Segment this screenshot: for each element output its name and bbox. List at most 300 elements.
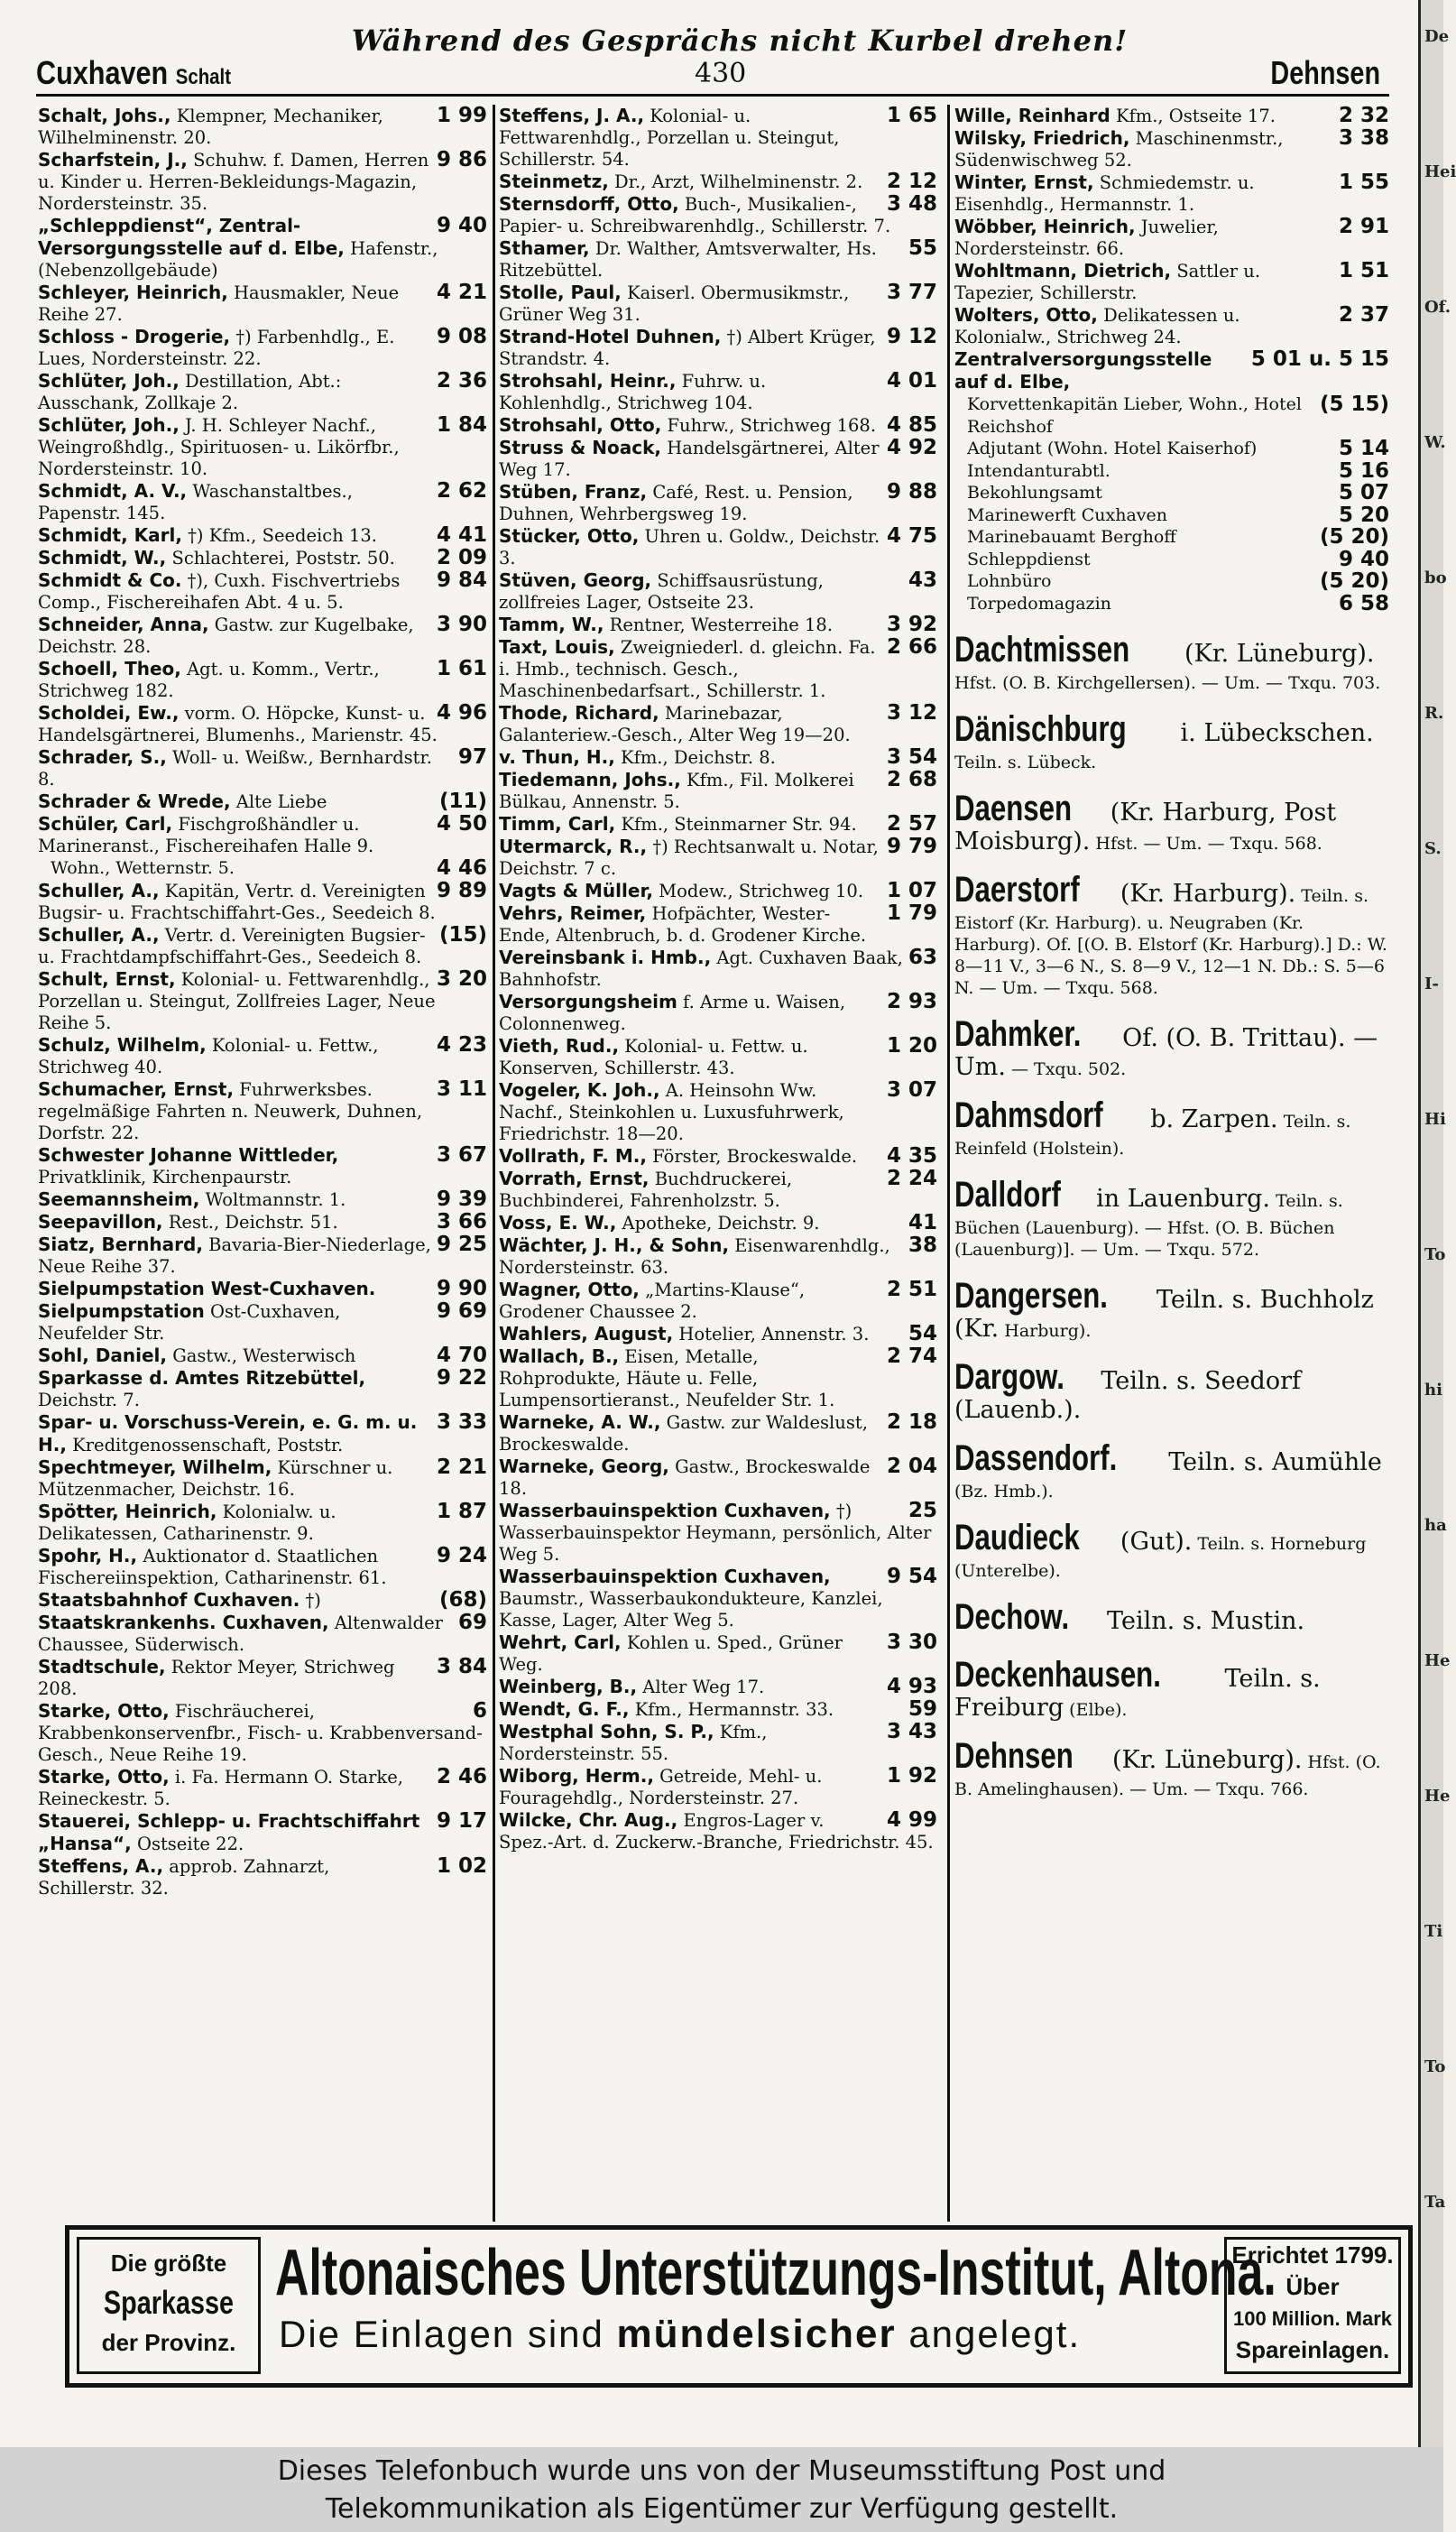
listing-entry <box>38 1278 489 1300</box>
subscriber-details: f. Arme u. Waisen, Colonnenweg. <box>499 992 846 1034</box>
subscriber-name: Vorrath, Ernst, <box>499 1168 650 1189</box>
phone-number: 3 12 <box>886 701 937 725</box>
edge-fragment: Hei <box>1424 162 1456 181</box>
subscriber-details: J. H. Schleyer Nachf., Weingroßhdlg., Spirituosen- u. Likörfbr., Nordersteinstr. 10. <box>38 415 400 479</box>
listing-entry <box>499 481 939 525</box>
subscriber-details: Kapitän, Vertr. d. Vereinigten Bugsir- u. Frachtschiffahrt-Ges., Seedeich 8. <box>38 880 436 923</box>
subscriber-details: approb. Zahnarzt, Schillerstr. 32. <box>38 1855 330 1899</box>
listing-entry <box>499 105 939 171</box>
place-name: Dachtmissen <box>954 630 1130 670</box>
listing-entry <box>499 1631 939 1676</box>
subscriber-name: Sielpumpstation West-Cuxhaven. <box>38 1277 376 1299</box>
subscriber-details: Fuhrwerksbes. regelmäßige Fahrten n. Neuwerk, Duhnen, Dorfstr. 22. <box>38 1078 423 1143</box>
phone-number: 2 91 <box>1338 215 1389 238</box>
subscriber-details: Wohn., Wetternstr. 5. <box>51 858 235 878</box>
phone-number: 43 <box>908 568 937 592</box>
listing-entry <box>499 237 939 282</box>
page-header <box>36 18 1389 99</box>
listing-entry <box>38 105 489 149</box>
subscriber-name: Utermarck, R., <box>499 836 648 857</box>
phone-number: 5 07 <box>1338 481 1389 504</box>
subscriber-details: „Martins-Klause“, Grodener Chaussee 2. <box>499 1280 806 1322</box>
listing-entry <box>954 260 1391 304</box>
listing-entry <box>499 1765 939 1809</box>
edge-fragment: To <box>1424 1245 1446 1264</box>
phone-number: 2 36 <box>436 369 487 393</box>
subscriber-details: Modew., Strichweg 10. <box>659 881 864 901</box>
place-name: Daensen <box>954 789 1073 828</box>
place-name: Deckenhausen. <box>954 1655 1161 1695</box>
phone-number: 4 70 <box>436 1343 487 1367</box>
ad-subline <box>279 2309 1258 2360</box>
subscriber-name: Stüven, Georg, <box>499 569 652 591</box>
listing-entry <box>38 1300 489 1345</box>
place-name: Dahmker. <box>954 1014 1082 1054</box>
listing-entry <box>38 813 489 857</box>
place-name: Daudieck <box>954 1518 1080 1557</box>
subscriber-name: Staatskrankenhs. Cuxhaven, <box>38 1611 329 1633</box>
listing-entry <box>38 746 489 790</box>
place-suffix: Teiln. s. Buchholz (Kr. <box>954 1286 1374 1343</box>
listing-entry <box>499 1455 939 1500</box>
subscriber-name: Schmidt, Karl, <box>38 524 182 546</box>
listing-entry <box>499 282 939 326</box>
phone-number: 1 51 <box>1338 259 1389 282</box>
phone-number: 3 90 <box>436 613 487 636</box>
phone-number: 4 50 <box>436 812 487 836</box>
phone-number: 3 43 <box>886 1720 937 1743</box>
subscriber-details: Kfm., Ostseite 17. <box>1115 106 1276 126</box>
phone-number: 59 <box>908 1697 937 1721</box>
place-name: Dehnsen <box>954 1736 1074 1776</box>
phone-number: 9 86 <box>436 148 487 171</box>
subscriber-name: Wilsky, Friedrich, <box>954 127 1130 149</box>
edge-fragment: Of. <box>1424 298 1451 317</box>
column-divider-2 <box>947 105 950 2222</box>
place-details: — Txqu. 502. <box>1011 1059 1127 1079</box>
listing-entry <box>499 193 939 237</box>
place-suffix: Teiln. s. Mustin. <box>1107 1607 1305 1635</box>
ad-right-line-1: Errichtet 1799. <box>1231 2241 1394 2269</box>
subscriber-name: Sohl, Daniel, <box>38 1344 168 1366</box>
subscriber-details: Woll- u. Weißw., Bernhardstr. 8. <box>38 747 432 790</box>
listing-entry <box>954 348 1391 393</box>
subscriber-details: Kreditgenossenschaft, Poststr. <box>72 1434 344 1455</box>
listing-entry <box>954 526 1391 549</box>
phone-number: (15) <box>438 922 487 947</box>
listing-entry <box>499 1676 939 1698</box>
phone-number: 9 79 <box>886 835 937 858</box>
place-suffix: b. Zarpen. <box>1150 1105 1278 1133</box>
column-divider-1 <box>493 105 495 2222</box>
listing-entry <box>38 1656 489 1700</box>
listing-entry <box>38 282 489 326</box>
subscriber-name: Spar- u. Vorschuss-Verein, e. G. m. u. H., <box>38 1410 418 1455</box>
phone-number: (5 20) <box>1319 569 1389 593</box>
subscriber-name: Steffens, A., <box>38 1854 164 1877</box>
subscriber-name: Seemannsheim, <box>38 1187 200 1210</box>
subscriber-name: Wöbber, Heinrich, <box>954 216 1136 237</box>
ad-sub-bold: mündelsicher <box>616 2312 897 2356</box>
phone-number: 41 <box>908 1211 937 1234</box>
subscriber-details: Marinebauamt Berghoff <box>967 527 1176 547</box>
subscriber-name: Stolle, Paul, <box>499 282 622 303</box>
subscriber-details: Kolonial- u. Fettw. u. Konserven, Schillerstr. 43. <box>499 1036 808 1078</box>
edge-fragment: Ti <box>1424 1922 1443 1941</box>
phone-number: 2 46 <box>436 1764 487 1788</box>
place-details: Hfst. — Um. — Txqu. 568. <box>1095 834 1322 854</box>
place-name: Dechow. <box>954 1597 1070 1637</box>
listing-entry <box>38 215 489 282</box>
phone-number: 3 77 <box>886 281 937 304</box>
place-entry <box>954 1093 1391 1160</box>
phone-number: 2 32 <box>1338 104 1389 127</box>
subscriber-name: Wille, Reinhard <box>954 105 1110 126</box>
subscriber-name: Schmidt, W., <box>38 547 167 568</box>
phone-number: 9 08 <box>436 325 487 348</box>
ad-left-line-2: Sparkasse <box>103 2284 235 2321</box>
place-suffix: Teiln. s. Freiburg <box>954 1665 1321 1722</box>
subscriber-details: Buch-, Musikalien-, Papier- u. Schreibwarenhdlg., Schillerstr. 7. <box>499 194 891 236</box>
subscriber-name: Schuller, A., <box>38 879 160 901</box>
subscriber-details: Kolonial- u. Fettw., Strichweg 40. <box>38 1034 379 1077</box>
subscriber-name: Staatsbahnhof Cuxhaven. <box>38 1588 300 1611</box>
phone-number: 2 24 <box>886 1167 937 1190</box>
listing-entry <box>38 1034 489 1078</box>
subscriber-details: Handelsgärtnerei, Alter Weg 17. <box>499 438 880 480</box>
listing-column-3 <box>954 105 1391 1800</box>
subscriber-name: Wolters, Otto, <box>954 304 1098 326</box>
phone-number: 2 68 <box>886 768 937 791</box>
subscriber-name: Steffens, J. A., <box>499 105 645 126</box>
listing-entry <box>499 746 939 769</box>
subscriber-details: Schiffsausrüstung, zollfreies Lager, Ostseite 23. <box>499 570 824 613</box>
subscriber-details: Rentner, Westerreihe 18. <box>609 615 834 635</box>
listing-entry <box>499 1698 939 1721</box>
ad-left-box <box>77 2237 261 2374</box>
listing-entry <box>954 460 1391 483</box>
listing-column-1 <box>38 105 489 1899</box>
subscriber-name: Stauerei, Schlepp- u. Frachtschiffahrt „Hansa“, <box>38 1809 420 1854</box>
listing-entry <box>954 504 1391 527</box>
phone-number: 69 <box>457 1610 487 1634</box>
place-suffix: in Lauenburg. <box>1096 1185 1271 1213</box>
subscriber-name: Schüler, Carl, <box>38 813 173 835</box>
phone-number: 1 92 <box>886 1764 937 1788</box>
place-suffix: (Kr. Lüneburg). <box>1111 1746 1303 1774</box>
subscriber-details: Uhren u. Goldw., Deichstr. 3. <box>499 526 880 568</box>
column-3-entries <box>954 105 1391 615</box>
subscriber-name: Vieth, Rud., <box>499 1035 620 1057</box>
phone-number: 4 96 <box>436 701 487 725</box>
subscriber-details: Privatklinik, Kirchenpaurstr. <box>38 1166 292 1187</box>
subscriber-name: Schwester Johanne Wittleder, <box>38 1143 339 1166</box>
footer-line-1: Dieses Telefonbuch wurde uns von der Museumsstiftung Post und <box>277 2455 1166 2487</box>
listing-entry <box>954 482 1391 504</box>
phone-number: 1 99 <box>436 104 487 127</box>
listing-entry <box>38 1144 489 1188</box>
edge-fragment: Hi <box>1424 1110 1446 1129</box>
phone-number: 2 12 <box>886 170 937 193</box>
phone-number: 2 37 <box>1338 303 1389 327</box>
phone-number: 4 92 <box>886 436 937 459</box>
listing-entry <box>38 1766 489 1810</box>
edge-fragment: He <box>1424 1651 1451 1670</box>
phone-number: 54 <box>908 1322 937 1345</box>
subscriber-details: Apotheke, Deichstr. 9. <box>622 1213 820 1234</box>
place-details: (Bz. Hmb.). <box>954 1482 1054 1502</box>
phone-number: 2 93 <box>886 990 937 1013</box>
listing-entry <box>38 1810 489 1855</box>
edge-fragment: De <box>1424 27 1450 46</box>
header-last-name: Dehnsen <box>1270 54 1380 91</box>
phone-number: 4 46 <box>436 856 487 880</box>
header-first-name: Schalt <box>175 65 231 89</box>
place-entry <box>954 786 1391 855</box>
place-details: Teiln. s. Büchen (Lauenburg). — Hfst. (O. B. Büchen (Lauenburg)]. — Um. — Txqu. 572. <box>954 1191 1343 1260</box>
phone-number: 3 66 <box>436 1209 487 1234</box>
phone-number: (5 20) <box>1319 525 1389 549</box>
subscriber-name: Winter, Ernst, <box>954 171 1094 193</box>
place-details: Teiln. s. Eistorf (Kr. Harburg). u. Neugraben (Kr. Harburg). Of. [(O. B. Elstorf (Kr. Harburg).] D.: W. 8—11 V., 3—6 N., S. 8—9 V., 12—1 N. Db.: S. 5—6 N. — Um. — Txqu. 568. <box>954 886 1387 998</box>
place-entry <box>954 1273 1391 1342</box>
listing-entry <box>499 880 939 902</box>
subscriber-name: Wagner, Otto, <box>499 1279 640 1300</box>
phone-number: 2 18 <box>886 1410 937 1434</box>
subscriber-details: Buchdruckerei, Buchbinderei, Fahrenholzstr. 5. <box>499 1169 793 1211</box>
edge-fragment: Ta <box>1424 2193 1446 2212</box>
place-suffix: (Gut). <box>1120 1528 1193 1556</box>
phone-number: 9 22 <box>436 1365 487 1390</box>
subscriber-name: Schuller, A., <box>38 923 160 946</box>
listing-entry <box>38 1456 489 1501</box>
subscriber-details: Rest., Deichstr. 51. <box>168 1211 338 1233</box>
phone-number: 9 40 <box>436 214 487 237</box>
listing-entry <box>38 1188 489 1211</box>
subscriber-name: Schmidt, A. V., <box>38 480 188 502</box>
place-name: Dänischburg <box>954 709 1127 749</box>
ad-right-line-2: Über <box>1286 2273 1340 2300</box>
subscriber-details: †) Kfm., Seedeich 13. <box>188 525 377 546</box>
listing-entry <box>38 1855 489 1899</box>
subscriber-details: †) Wasserbauinspektor Heymann, persönlich, Alter Weg 5. <box>499 1501 932 1565</box>
listing-entry <box>38 480 489 524</box>
subscriber-name: Sthamer, <box>499 237 590 259</box>
listing-entry <box>499 1500 939 1566</box>
listing-entry <box>38 968 489 1034</box>
listing-entry <box>499 437 939 481</box>
subscriber-name: Sielpumpstation <box>38 1299 205 1322</box>
phone-number: 5 16 <box>1338 458 1389 483</box>
subscriber-name: Warneke, Georg, <box>499 1455 669 1477</box>
listing-entry <box>499 1279 939 1323</box>
ad-left-line-3: der Provinz. <box>101 2329 236 2356</box>
subscriber-name: Wasserbauinspektion Cuxhaven, <box>499 1500 831 1521</box>
phone-number: 4 35 <box>886 1144 937 1168</box>
subscriber-name: Schrader, S., <box>38 746 167 768</box>
subscriber-details: Intendanturabtl. <box>967 460 1110 481</box>
listing-entry <box>499 1212 939 1234</box>
subscriber-details: Kohlen u. Sped., Grüner Weg. <box>499 1632 843 1675</box>
ad-title: Altonaisches Unterstützungs-Institut, Altona. <box>275 2237 1276 2309</box>
listing-entry <box>499 902 939 947</box>
listing-entry <box>38 547 489 569</box>
phone-number: 3 48 <box>886 192 937 216</box>
phone-number: 1 79 <box>886 901 937 925</box>
listing-entry <box>499 636 939 702</box>
edge-fragment: I- <box>1424 975 1439 993</box>
phone-number: (5 15) <box>1319 393 1389 416</box>
header-banner: Während des Gesprächs nicht Kurbel drehen! <box>351 23 1129 58</box>
listing-entry <box>499 991 939 1035</box>
ad-sub-post: angelegt. <box>908 2313 1082 2355</box>
listing-entry <box>38 1211 489 1234</box>
subscriber-details: Schleppdienst <box>967 549 1091 569</box>
phone-number: 1 87 <box>436 1499 487 1523</box>
subscriber-name: Seepavillon, <box>38 1210 163 1233</box>
listing-entry <box>38 1411 489 1456</box>
phone-number: 5 14 <box>1338 437 1389 460</box>
subscriber-name: Vogeler, K. Joh., <box>499 1079 660 1101</box>
place-name: Dargow. <box>954 1357 1064 1397</box>
listing-entry <box>499 370 939 414</box>
listing-entry <box>38 1234 489 1278</box>
subscriber-name: Wächter, J. H., & Sohn, <box>499 1234 730 1256</box>
subscriber-name: Schalt, Johs., <box>38 105 171 126</box>
phone-number: 9 88 <box>886 480 937 504</box>
place-details: Hfst. (O. B. Amelinghausen). — Um. — Txqu. 766. <box>954 1752 1381 1799</box>
phone-number: 2 04 <box>886 1455 937 1478</box>
phone-number: 9 24 <box>436 1543 487 1567</box>
subscriber-details: Alte Liebe <box>235 791 327 812</box>
phone-number: 2 74 <box>886 1345 937 1368</box>
phone-number: 4 23 <box>436 1032 487 1057</box>
edge-fragment: S. <box>1424 839 1442 858</box>
phone-number: 9 25 <box>436 1232 487 1256</box>
listing-entry <box>499 569 939 614</box>
place-details: Harburg). <box>1004 1321 1092 1341</box>
phone-number: 4 93 <box>886 1675 937 1698</box>
listing-entry <box>499 1145 939 1168</box>
subscriber-details: Hausmakler, Neue Reihe 27. <box>38 282 400 325</box>
subscriber-details: Café, Rest. u. Pension, Duhnen, Wehrbergsweg 19. <box>499 482 853 524</box>
subscriber-name: Starke, Otto, <box>38 1699 170 1722</box>
subscriber-details: Kfm., Fil. Molkerei Bülkau, Annenstr. 5. <box>499 770 854 812</box>
subscriber-details: †) Albert Krüger, Strandstr. 4. <box>499 327 876 369</box>
subscriber-details: Adjutant (Wohn. Hotel Kaiserhof) <box>967 439 1258 458</box>
subscriber-name: Tiedemann, Johs., <box>499 769 681 790</box>
place-entry <box>954 1652 1391 1721</box>
phone-number: 5 01 u. 5 15 <box>1250 347 1389 371</box>
subscriber-details: Korvettenkapitän Lieber, Wohn., Hotel Reichshof <box>967 394 1302 437</box>
phone-number: 2 09 <box>436 546 487 569</box>
phone-number: 9 39 <box>436 1187 487 1211</box>
subscriber-details: Zweigniederl. d. gleichn. Fa. i. Hmb., technisch. Gesch., Maschinenbedarfsart., Schillerstr. 1. <box>499 637 876 701</box>
phone-number: 1 65 <box>886 104 937 127</box>
listing-entry <box>499 1234 939 1279</box>
subscriber-name: Wehrt, Carl, <box>499 1631 622 1653</box>
ad-right-box <box>1224 2237 1401 2374</box>
subscriber-name: Wilcke, Chr. Aug., <box>499 1809 678 1831</box>
subscriber-details: Maschinenmstr., Südenwischweg 52. <box>954 128 1284 171</box>
subscriber-name: Stücker, Otto, <box>499 525 640 547</box>
listing-entry <box>38 326 489 370</box>
subscriber-name: Tamm, W., <box>499 614 604 635</box>
subscriber-name: Stüben, Franz, <box>499 481 648 503</box>
listing-entry <box>499 1809 939 1853</box>
subscriber-details: Marinebazar, Galanteriew.-Gesch., Alter Weg 19—20. <box>499 703 851 745</box>
listing-entry <box>499 1345 939 1411</box>
subscriber-name: Schloss - Drogerie, <box>38 326 231 347</box>
subscriber-details: Hotelier, Annenstr. 3. <box>678 1324 870 1345</box>
footer-line-2: Telekommunikation als Eigentümer zur Verfügung gestellt. <box>325 2493 1119 2525</box>
subscriber-name: Struss & Noack, <box>499 437 661 458</box>
subscriber-details: Destillation, Abt.: Ausschank, Zollkaje 2. <box>38 371 342 413</box>
listing-entry <box>38 614 489 658</box>
subscriber-details: Ost-Cuxhaven, Neufelder Str. <box>38 1300 341 1344</box>
subscriber-details: †), Cuxh. Fischvertriebs Comp., Fischereihafen Abt. 4 u. 5. <box>38 570 401 613</box>
subscriber-details: Alter Weg 17. <box>642 1677 765 1697</box>
phone-number: 5 20 <box>1338 503 1389 527</box>
listing-entry <box>499 1323 939 1345</box>
ad-sub-pre: Die Einlagen sind <box>279 2313 604 2355</box>
listing-entry <box>38 1700 489 1766</box>
subscriber-details: Deichstr. 7. <box>38 1389 140 1410</box>
place-entry <box>954 1012 1391 1080</box>
edge-fragment: hi <box>1424 1381 1442 1400</box>
subscriber-name: Schrader & Wrede, <box>38 790 231 812</box>
listing-entry <box>499 171 939 193</box>
subscriber-name: Wiborg, Herm., <box>499 1765 654 1787</box>
subscriber-details: Gastw., Brockeswalde 18. <box>499 1456 871 1499</box>
listing-entry <box>38 702 489 746</box>
listing-entry <box>499 769 939 813</box>
phone-number: 6 58 <box>1338 591 1389 615</box>
listing-entry <box>499 1035 939 1079</box>
listing-entry <box>954 127 1391 171</box>
subscriber-name: Steinmetz, <box>499 171 609 192</box>
listing-entry <box>499 947 939 991</box>
subscriber-details: Schmiedemstr. u. Eisenhdlg., Hermannstr. 1. <box>954 172 1255 215</box>
place-details: Teiln. s. Reinfeld (Holstein). <box>954 1112 1351 1159</box>
subscriber-details: Schuhw. f. Damen, Herren u. Kinder u. Herren-Bekleidungs-Magazin, Nordersteinstr. 35. <box>38 150 429 214</box>
subscriber-details: Waschanstaltbes., Papenstr. 145. <box>38 481 353 523</box>
subscriber-name: Strohsahl, Otto, <box>499 414 662 436</box>
subscriber-details: Hofpächter, Wester-Ende, Altenbruch, b. d. Grodener Kirche. <box>499 903 867 946</box>
place-suffix: (Kr. Harburg). <box>1120 880 1296 908</box>
listing-entry <box>38 414 489 480</box>
subscriber-name: Wohltmann, Dietrich, <box>954 260 1172 282</box>
subscriber-name: Schult, Ernst, <box>38 967 176 990</box>
place-entry <box>954 707 1391 773</box>
listing-entry <box>38 524 489 547</box>
place-suffix: (Kr. Harburg, Post Moisburg). <box>954 799 1337 855</box>
subscriber-details: Gastw. zur Waldeslust, Brockeswalde. <box>499 1412 868 1455</box>
place-entry <box>954 867 1391 999</box>
subscriber-name: Vehrs, Reimer, <box>499 902 647 924</box>
subscriber-name: Schlüter, Joh., <box>38 414 180 436</box>
subscriber-name: Schleyer, Heinrich, <box>38 282 228 303</box>
subscriber-details: Sattler u. Tapezier, Schillerstr. <box>954 261 1261 303</box>
subscriber-name: Schumacher, Ernst, <box>38 1077 235 1100</box>
listing-entry <box>954 105 1391 127</box>
phone-number: 4 75 <box>886 524 937 548</box>
listing-entry <box>38 1589 489 1612</box>
place-details: Teiln. s. Horneburg (Unterelbe). <box>954 1534 1367 1581</box>
subscriber-details: Juwelier, Nordersteinstr. 66. <box>954 217 1219 259</box>
subscriber-details: i. Fa. Hermann O. Starke, Reineckestr. 5. <box>38 1766 403 1809</box>
phone-number: 3 07 <box>886 1078 937 1102</box>
